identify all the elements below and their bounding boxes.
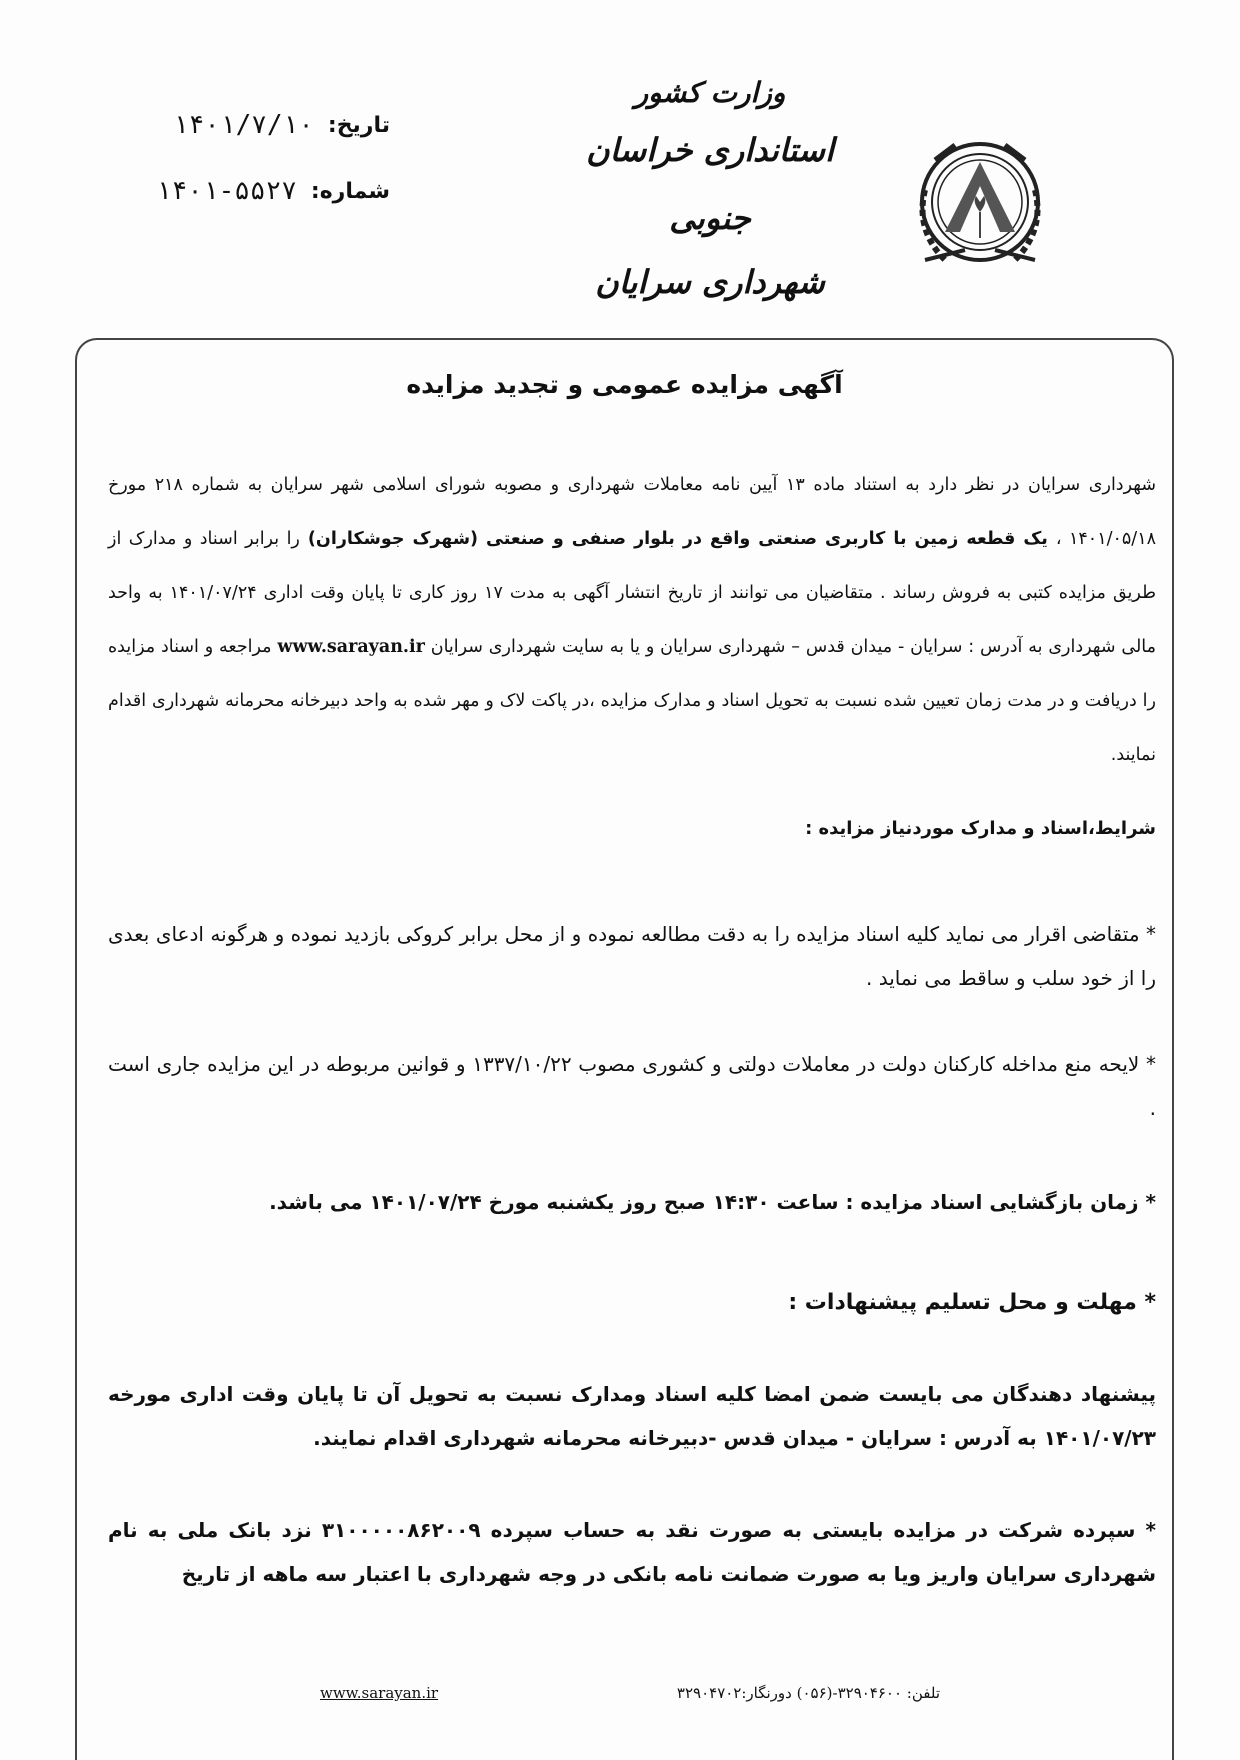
intro-website-link[interactable]: www.sarayan.ir xyxy=(277,637,425,657)
date-value: ۱۴۰۱/۷/۱۰ xyxy=(173,110,314,140)
conditions-heading: شرایط،اسناد و مدارک موردنیاز مزایده : xyxy=(805,818,1156,839)
governorate-name: استانداری خراسان جنوبی xyxy=(586,131,834,237)
condition-item: * متقاضی اقرار می نماید کلیه اسناد مزایده را به دقت مطالعه نموده و از محل برابر کروکی بازدید نموده و هرگونه ادعای بعدی را از خود سلب و ساقط می نماید . xyxy=(108,922,1156,990)
number-label: شماره: xyxy=(310,178,390,204)
number-row xyxy=(156,176,390,206)
date-label: تاریخ: xyxy=(327,112,390,138)
letterhead xyxy=(580,70,840,312)
notice-intro xyxy=(108,458,1156,782)
date-row xyxy=(160,110,390,140)
intro-part-3: مراجعه و اسناد مزایده را دریافت و در مدت زمان تعیین شده نسبت به تحویل اسناد و مدارک مزایده ،در پاکت لاک و مهر شده به واحد دبیرخانه محرمانه شهرداری اقدام نمایند. xyxy=(108,637,1156,765)
footer xyxy=(320,1684,940,1702)
submission-item: * سپرده شرکت در مزایده بایستی به صورت نقد به حساب سپرده ۳۱۰۰۰۰۰۸۶۲۰۰۹ نزد بانک ملی به نام شهرداری سرایان واریز ویا به صورت ضمانت نامه بانکی در وجه شهرداری با اعتبار سه ماهه از تاریخ xyxy=(108,1518,1156,1586)
intro-part-2: را برابر اسناد و مدارک از طریق مزایده کتبی به فروش رساند . متقاضیان می توانند از تاریخ انتشار آگهی به مدت ۱۷ روز کاری تا پایان وقت اداری ۱۴۰۱/۰۷/۲۴ به واحد مالی شهرداری به آدرس : سرایان - میدان قدس – شهرداری سرایان و یا به سایت شهرداری سرایان xyxy=(108,529,1156,657)
municipality-name: شهرداری سرایان xyxy=(595,263,825,301)
notice-title: آگهی مزایده عمومی و تجدید مزایده xyxy=(406,370,843,399)
footer-contact: تلفن: ۳۲۹۰۴۶۰۰-(۰۵۶) دورنگار:۳۲۹۰۴۷۰۲ xyxy=(676,1684,940,1702)
intro-highlight: یک قطعه زمین با کاربری صنعتی واقع در بلوار صنفی و صنعتی (شهرک جوشکاران) xyxy=(299,529,1056,549)
footer-website-link[interactable]: www.sarayan.ir xyxy=(320,1684,439,1702)
ministry-name: وزارت کشور xyxy=(634,76,786,109)
intro-part-1: شهرداری سرایان در نظر دارد به استناد ماده ۱۳ آیین نامه معاملات شهرداری و مصوبه شورای اسلامی شهر سرایان به شماره ۲۱۸ مورخ ۱۴۰۱/۰۵/۱۸ ، xyxy=(108,475,1156,549)
letter-meta xyxy=(156,110,390,242)
submission-item: پیشنهاد دهندگان می بایست ضمن امضا کلیه اسناد ومدارک نسبت به تحویل آن تا پایان وقت اداری مورخه ۱۴۰۱/۰۷/۲۳ به آدرس : سرایان - میدان قدس -دبیرخانه محرمانه شهرداری اقدام نمایند. xyxy=(108,1382,1156,1450)
municipality-emblem-icon xyxy=(905,120,1055,280)
condition-item: * لایحه منع مداخله کارکنان دولت در معاملات دولتی و کشوری مصوب ۱۳۳۷/۱۰/۲۲ و قوانین مربوطه در این مزایده جاری است . xyxy=(108,1052,1156,1120)
condition-item: * زمان بازگشایی اسناد مزایده : ساعت ۱۴:۳۰ صبح روز یکشنبه مورخ ۱۴۰۱/۰۷/۲۴ می باشد. xyxy=(269,1190,1156,1214)
number-value: ۱۴۰۱-۵۵۲۷ xyxy=(156,176,297,206)
submission-heading: * مهلت و محل تسلیم پیشنهادات : xyxy=(788,1290,1156,1315)
